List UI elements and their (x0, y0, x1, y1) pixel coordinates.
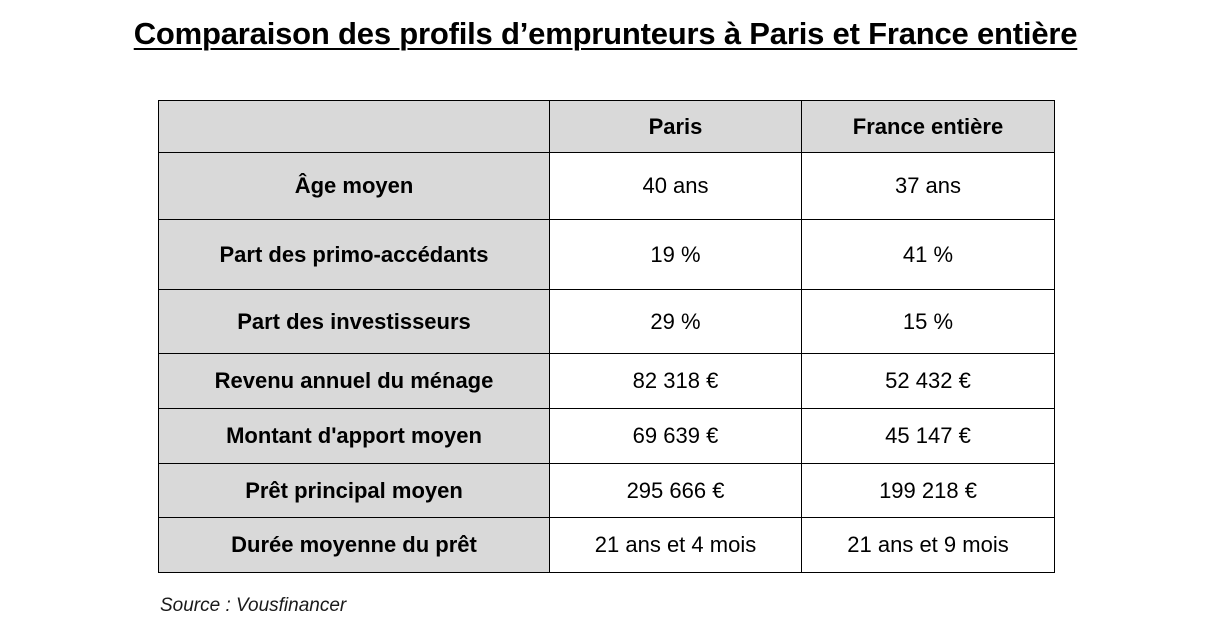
table-row (159, 290, 1055, 354)
row-label: Prêt principal moyen (159, 464, 550, 518)
row-label: Montant d'apport moyen (159, 409, 550, 464)
page-title: Comparaison des profils d’emprunteurs à Paris et France entière (133, 16, 1078, 51)
cell-france: 15 % (802, 290, 1055, 354)
cell-france: 45 147 € (802, 409, 1055, 464)
source-note: Source : Vousfinancer (160, 595, 347, 616)
cell-france: 21 ans et 9 mois (802, 518, 1055, 573)
cell-paris: 40 ans (550, 153, 802, 220)
table-row (159, 354, 1055, 409)
cell-paris: 82 318 € (550, 354, 802, 409)
cell-paris: 295 666 € (550, 464, 802, 518)
row-label: Part des primo-accédants (159, 220, 550, 290)
cell-paris: 29 % (550, 290, 802, 354)
header-france: France entière (802, 101, 1055, 153)
table-row (159, 220, 1055, 290)
cell-france: 199 218 € (802, 464, 1055, 518)
table-row (159, 518, 1055, 573)
cell-paris: 69 639 € (550, 409, 802, 464)
cell-france: 52 432 € (802, 354, 1055, 409)
table-row (159, 153, 1055, 220)
cell-france: 41 % (802, 220, 1055, 290)
header-corner-cell (159, 101, 550, 153)
table-header-row (159, 101, 1055, 153)
row-label: Revenu annuel du ménage (159, 354, 550, 409)
cell-paris: 21 ans et 4 mois (550, 518, 802, 573)
comparison-table (158, 100, 1055, 573)
table-row (159, 409, 1055, 464)
row-label: Part des investisseurs (159, 290, 550, 354)
row-label: Âge moyen (159, 153, 550, 220)
table-row (159, 464, 1055, 518)
cell-paris: 19 % (550, 220, 802, 290)
cell-france: 37 ans (802, 153, 1055, 220)
header-paris: Paris (550, 101, 802, 153)
row-label: Durée moyenne du prêt (159, 518, 550, 573)
